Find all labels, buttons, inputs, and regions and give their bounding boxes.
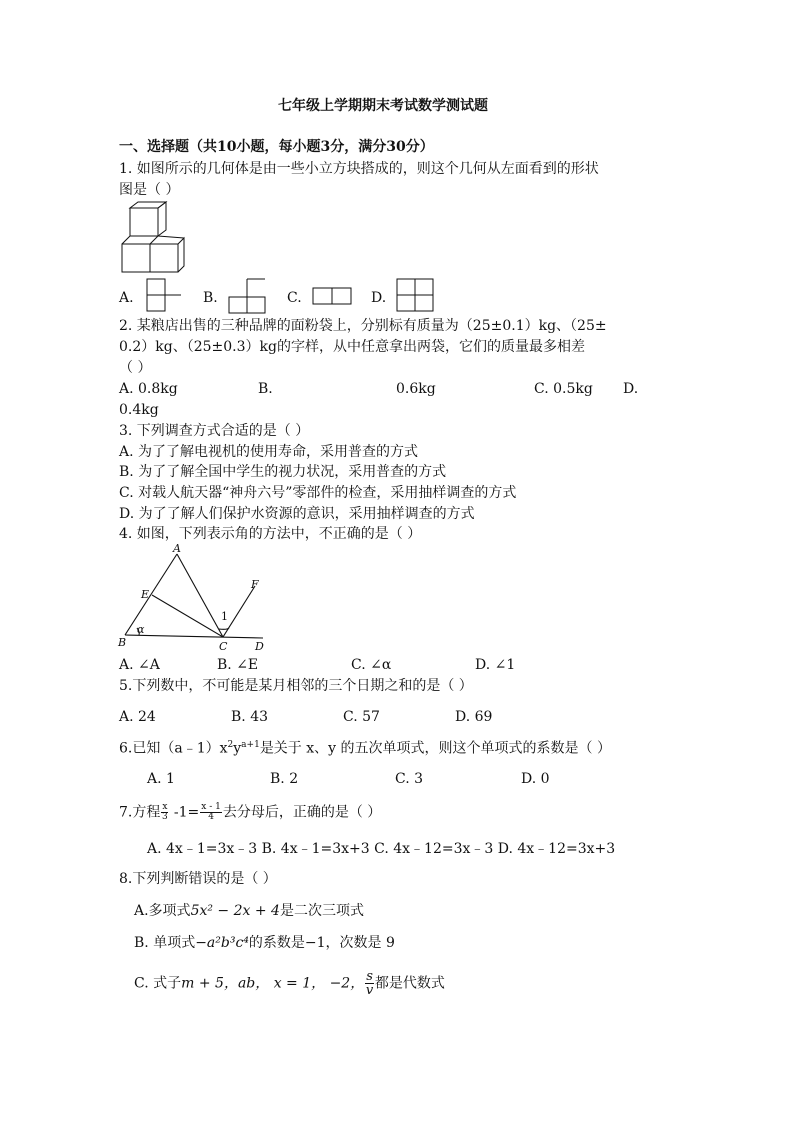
q1-option-c-figure xyxy=(311,286,353,306)
q1-option-b-figure xyxy=(227,277,267,315)
label-e: E xyxy=(141,588,150,601)
q4-option-d: D. ∠1 xyxy=(475,657,516,673)
page-title: 七年级上学期期末考试数学测试题 xyxy=(278,98,488,114)
q8-stem: 8.下列判断错误的是（ ） xyxy=(119,871,277,887)
q7-options: A. 4x﹣1=3x﹣3 B. 4x﹣1=3x+3 C. 4x﹣12=3x﹣3 D. 4x﹣12=3x+3 xyxy=(147,841,616,857)
q3-option-c: C. 对载人航天器“神舟六号”零部件的检查，采用抽样调查的方式 xyxy=(119,485,517,501)
label-a: A xyxy=(173,542,181,555)
q3-stem: 3. 下列调查方式合适的是（ ） xyxy=(119,423,310,439)
q1-option-a: A. xyxy=(119,290,134,306)
q7-stem: 7.方程 $\frac{x}{3}$ -1= $\frac{x - 1}{4}$ 去分母后，正确的是（ ） xyxy=(119,802,382,822)
q5-option-b: B. 43 xyxy=(231,709,269,725)
q2-option-d-value: 0.4kg xyxy=(119,402,159,418)
label-f: F xyxy=(251,578,259,591)
q4-option-c: C. ∠α xyxy=(351,657,392,673)
q4-stem: 4. 如图，下列表示角的方法中，不正确的是（ ） xyxy=(119,526,422,542)
q2-stem-line1: 2. 某粮店出售的三种品牌的面粉袋上，分别标有质量为（25±0.1）kg、（25± xyxy=(119,318,607,334)
q4-option-b: B. ∠E xyxy=(217,657,259,673)
label-c: C xyxy=(219,640,228,653)
q3-option-b: B. 为了了解全国中学生的视力状况，采用普查的方式 xyxy=(119,464,447,480)
q3-option-a: A. 为了了解电视机的使用寿命，采用普查的方式 xyxy=(119,444,419,460)
section-heading: 一、选择题（共10小题，每小题3分，满分30分） xyxy=(119,139,434,155)
q8-option-a: A.多项式5x² − 2x + 4是二次三项式 xyxy=(134,903,364,919)
q6-stem: 6.已知$(a﹣1)x^2y^{a+1}$是关于 x、y 的五次单项式，则这个单项式的系数是（ ） xyxy=(119,740,611,757)
q5-option-a: A. 24 xyxy=(119,709,156,725)
q2-stem-line3: （ ） xyxy=(119,360,152,376)
q2-option-b-value: 0.6kg xyxy=(396,381,436,397)
q6-option-b: B. 2 xyxy=(270,771,299,787)
q1-option-b: B. xyxy=(203,290,218,306)
q1-option-a-figure xyxy=(143,277,183,313)
q2-option-d: D. xyxy=(623,381,639,397)
q2-option-a: A. 0.8kg xyxy=(119,381,178,397)
q1-stem-line2: 图是（ ） xyxy=(119,182,180,198)
label-d: D xyxy=(255,640,264,653)
q1-option-d: D. xyxy=(371,290,387,306)
q1-geometry-figure xyxy=(118,200,188,275)
label-1: 1 xyxy=(221,610,228,623)
q2-option-c: C. 0.5kg xyxy=(534,381,593,397)
label-alpha: α xyxy=(137,623,145,636)
q6-option-d: D. 0 xyxy=(521,771,550,787)
q6-option-c: C. 3 xyxy=(395,771,424,787)
q2-option-b: B. xyxy=(258,381,273,397)
q4-angle-figure xyxy=(115,540,275,658)
q5-option-d: D. 69 xyxy=(455,709,493,725)
q2-stem-line2: 0.2）kg、（25±0.3）kg的字样，从中任意拿出两袋，它们的质量最多相差 xyxy=(119,339,585,355)
q3-option-d: D. 为了了解人们保护水资源的意识，采用抽样调查的方式 xyxy=(119,506,475,522)
q1-option-d-figure xyxy=(395,277,437,315)
q5-stem: 5.下列数中，不可能是某月相邻的三个日期之和的是（ ） xyxy=(119,678,473,694)
q8-option-b: B. 单项式−a²b³c⁴的系数是−1，次数是 9 xyxy=(134,935,395,951)
q1-option-c: C. xyxy=(287,290,302,306)
q6-option-a: A. 1 xyxy=(147,771,175,787)
q4-option-a: A. ∠A xyxy=(119,657,160,673)
label-b: B xyxy=(118,636,127,649)
q5-option-c: C. 57 xyxy=(343,709,380,725)
q1-stem-line1: 1. 如图所示的几何体是由一些小立方块搭成的，则这个几何从左面看到的形状 xyxy=(119,161,599,177)
q8-option-c: C. 式子m + 5，ab， x = 1， −2， $\frac{s}{v}$ 都是代数式 xyxy=(134,969,445,998)
